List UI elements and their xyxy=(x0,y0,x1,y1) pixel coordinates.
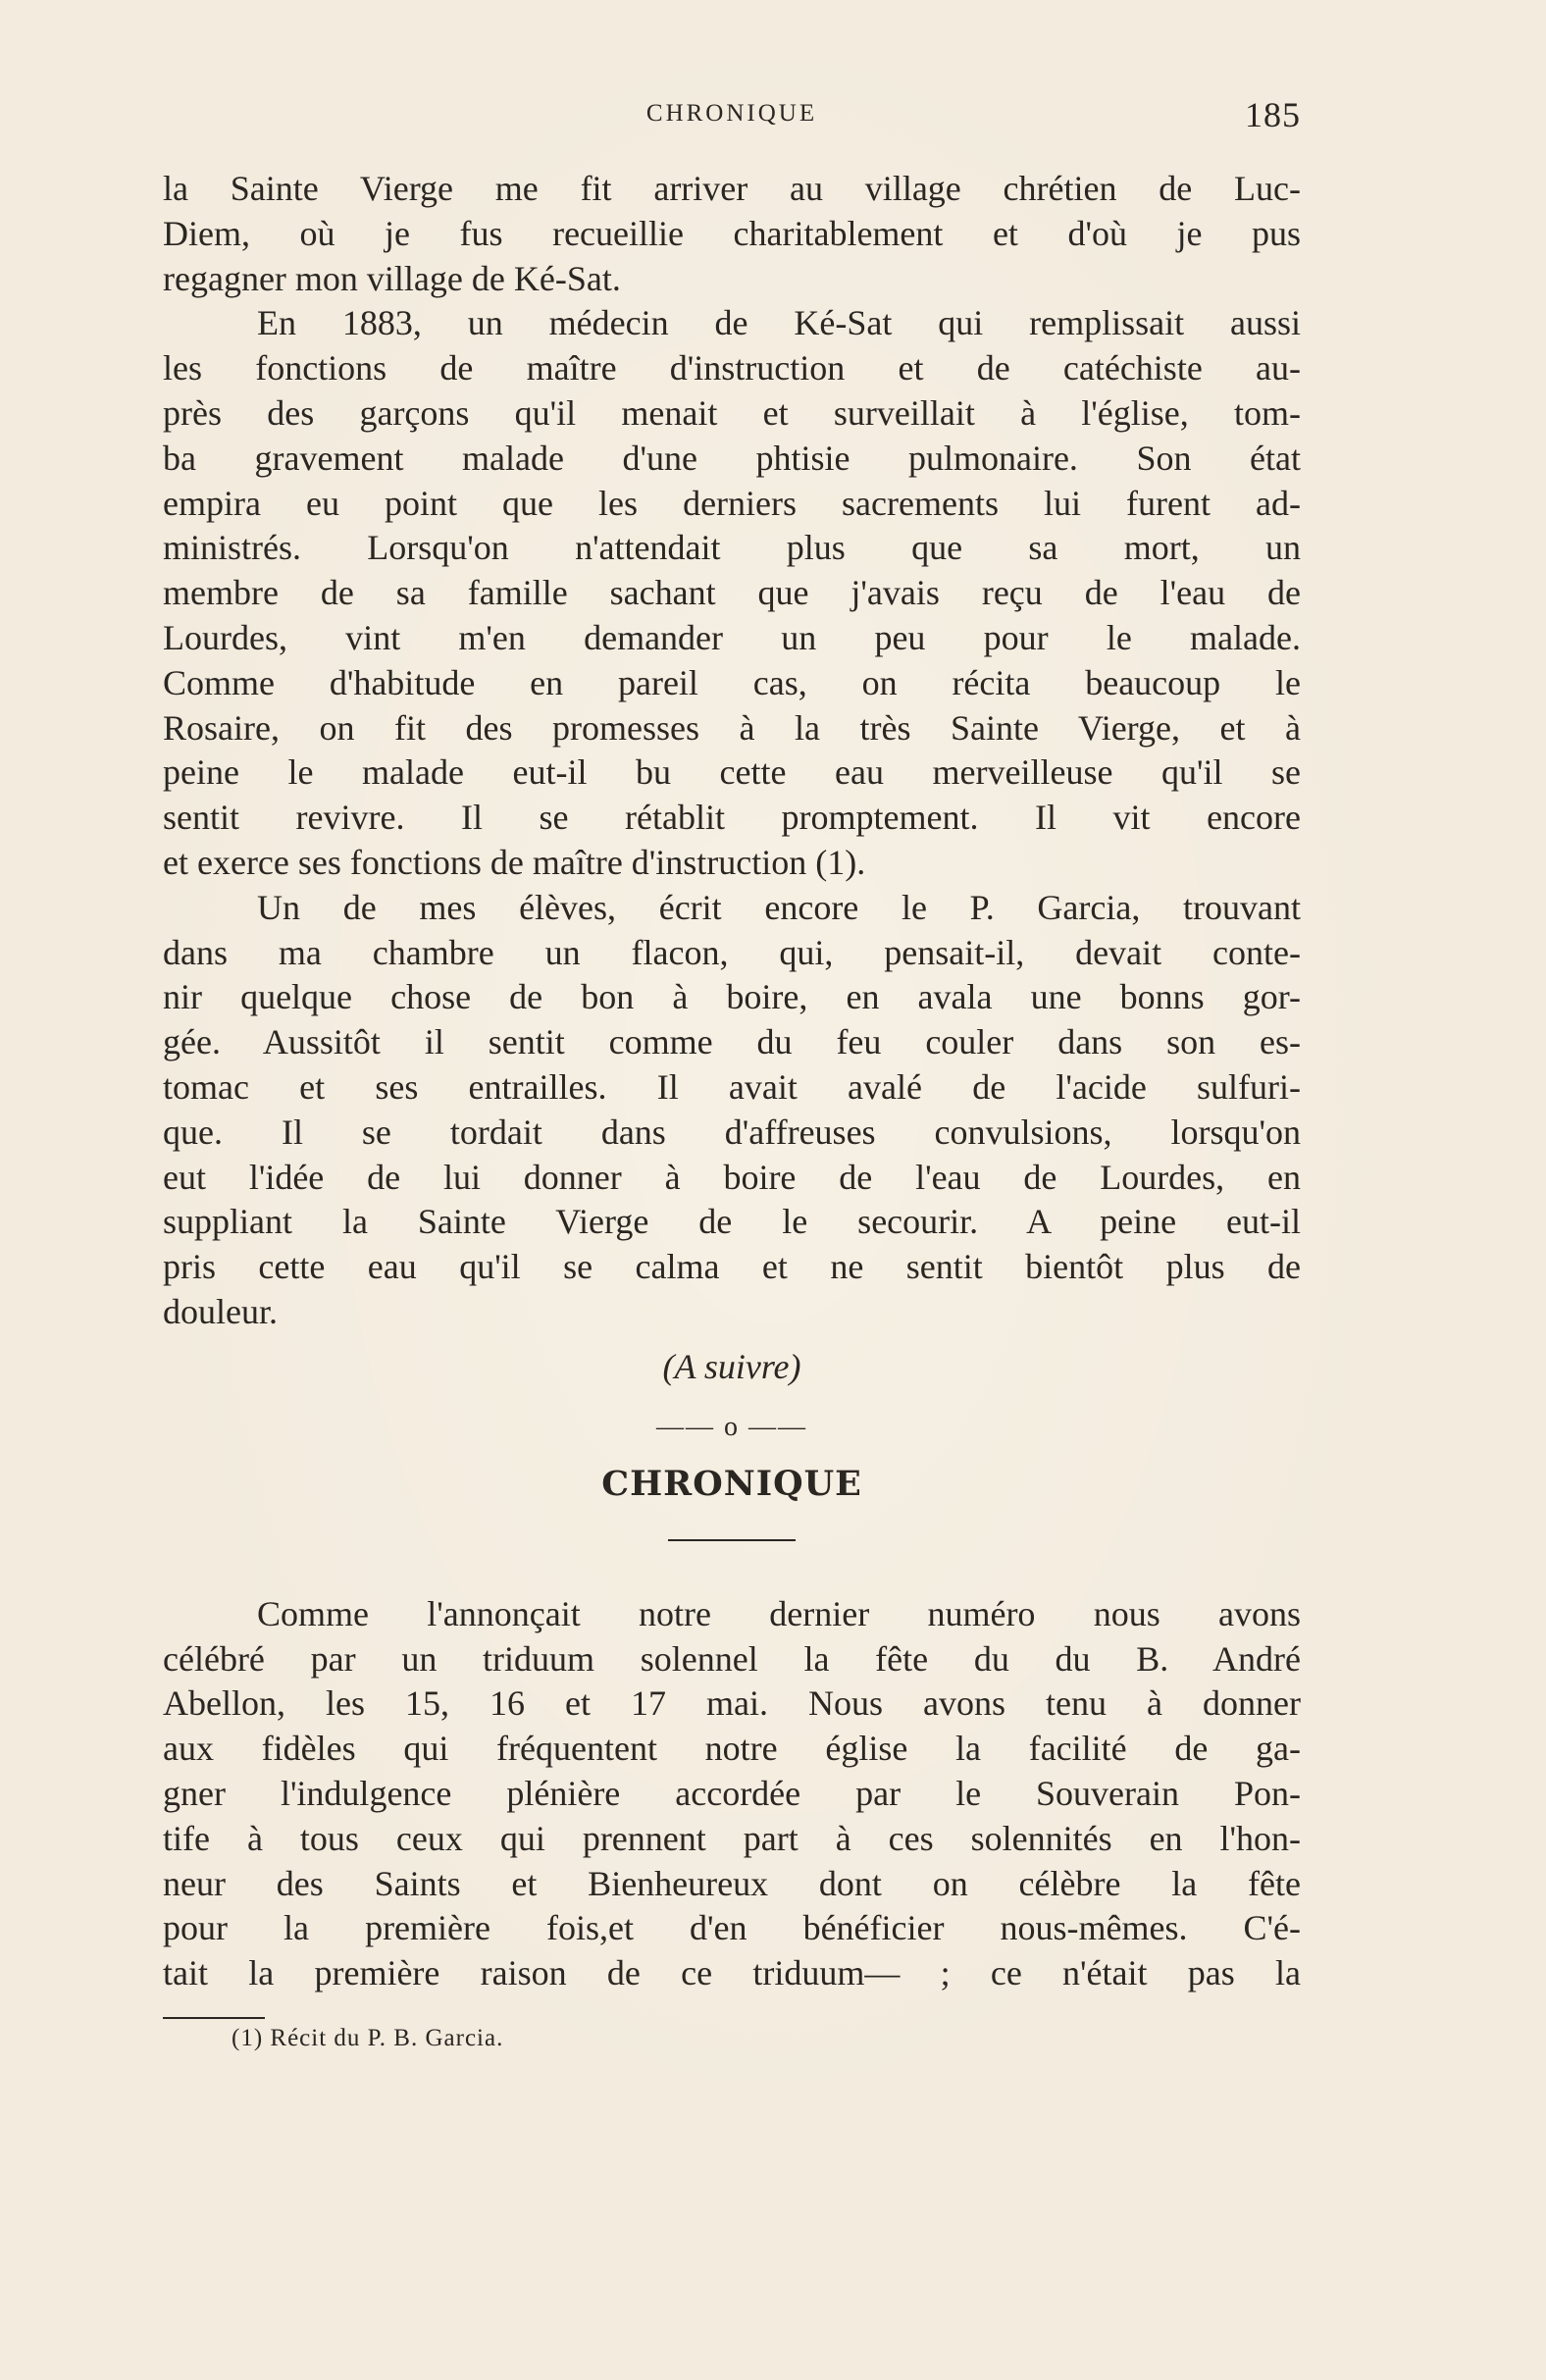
text-line: Abellon, les 15, 16 et 17 mai. Nous avons tenu à donner xyxy=(163,1683,1301,1724)
text-line: tomac et ses entrailles. Il avait avalé de l'acide sulfuri- xyxy=(163,1066,1301,1107)
text-line: ministrés. Lorsqu'on n'attendait plus que sa mort, un xyxy=(163,528,1301,568)
text-line: Lourdes, vint m'en demander un peu pour le malade. xyxy=(163,617,1301,657)
running-title: CHRONIQUE xyxy=(645,100,818,127)
section-body xyxy=(163,1592,1301,1996)
text-line: empira eu point que les derniers sacrements lui furent ad- xyxy=(163,483,1301,523)
text-line: pris cette eau qu'il se calma et ne sentit bientôt plus de xyxy=(163,1247,1301,1287)
text-line: les fonctions de maître d'instruction et de catéchiste au- xyxy=(163,348,1301,388)
text-line: douleur. xyxy=(163,1291,278,1331)
text-line: tife à tous ceux qui prennent part à ces solennités en l'hon- xyxy=(163,1818,1301,1858)
text-line: suppliant la Sainte Vierge de le secourir. A peine eut-il xyxy=(163,1202,1301,1242)
text-line: aux fidèles qui fréquentent notre église la facilité de ga- xyxy=(163,1729,1301,1769)
text-line: gée. Aussitôt il sentit comme du feu couler dans son es- xyxy=(163,1022,1301,1062)
text-line: regagner mon village de Ké-Sat. xyxy=(163,258,621,298)
text-line: près des garçons qu'il menait et surveillait à l'église, tom- xyxy=(163,392,1301,433)
text-line: membre de sa famille sachant que j'avais reçu de l'eau de xyxy=(163,573,1301,613)
text-line: gner l'indulgence plénière accordée par le Souverain Pon- xyxy=(163,1773,1301,1813)
text-line: et exerce ses fonctions de maître d'instruction (1). xyxy=(163,842,866,882)
text-line: ba gravement malade d'une phtisie pulmonaire. Son état xyxy=(163,438,1301,478)
continuation-note: (A suivre) xyxy=(662,1346,801,1386)
text-line: Comme d'habitude en pareil cas, on récita beaucoup le xyxy=(163,662,1301,702)
text-line: célébré par un triduum solennel la fête du du B. André xyxy=(163,1638,1301,1679)
text-line: pour la première fois,et d'en bénéficier nous-mêmes. C'é- xyxy=(163,1908,1301,1948)
text-line: que. Il se tordait dans d'affreuses convulsions, lorsqu'on xyxy=(163,1112,1301,1152)
heading-rule xyxy=(668,1539,796,1541)
text-line: la Sainte Vierge me fit arriver au village chrétien de Luc- xyxy=(163,169,1301,208)
text-line: dans ma chambre un flacon, qui, pensait-il, devait conte- xyxy=(163,932,1301,972)
text-line: peine le malade eut-il bu cette eau merveilleuse qu'il se xyxy=(163,752,1301,793)
text-line: tait la première raison de ce triduum— ; ce n'était pas la xyxy=(163,1953,1301,1993)
section-separator: —— o —— xyxy=(656,1411,807,1442)
text-line: Diem, où je fus recueillie charitablement et d'où je pus xyxy=(163,213,1301,253)
section-heading: CHRONIQUE xyxy=(601,1463,862,1504)
text-line: eut l'idée de lui donner à boire de l'eau de Lourdes, en xyxy=(163,1157,1301,1197)
text-line: Comme l'annonçait notre dernier numéro nous avons xyxy=(257,1593,1301,1633)
text-line: neur des Saints et Bienheureux dont on célèbre la fête xyxy=(163,1863,1301,1903)
footnote-rule xyxy=(163,2017,265,2019)
page-number: 185 xyxy=(1245,95,1301,134)
text-line: Un de mes élèves, écrit encore le P. Garcia, trouvant xyxy=(257,887,1301,927)
body-text xyxy=(163,167,1301,1996)
text-line: Rosaire, on fit des promesses à la très Sainte Vierge, et à xyxy=(163,707,1301,748)
running-head xyxy=(163,94,1301,133)
text-line: nir quelque chose de bon à boire, en avala une bonns gor- xyxy=(163,977,1301,1017)
text-line: En 1883, un médecin de Ké-Sat qui remplissait aussi xyxy=(257,303,1301,343)
footnote: (1) Récit du P. B. Garcia. xyxy=(232,2025,504,2051)
text-line: sentit revivre. Il se rétablit promptement. Il vit encore xyxy=(163,798,1301,838)
